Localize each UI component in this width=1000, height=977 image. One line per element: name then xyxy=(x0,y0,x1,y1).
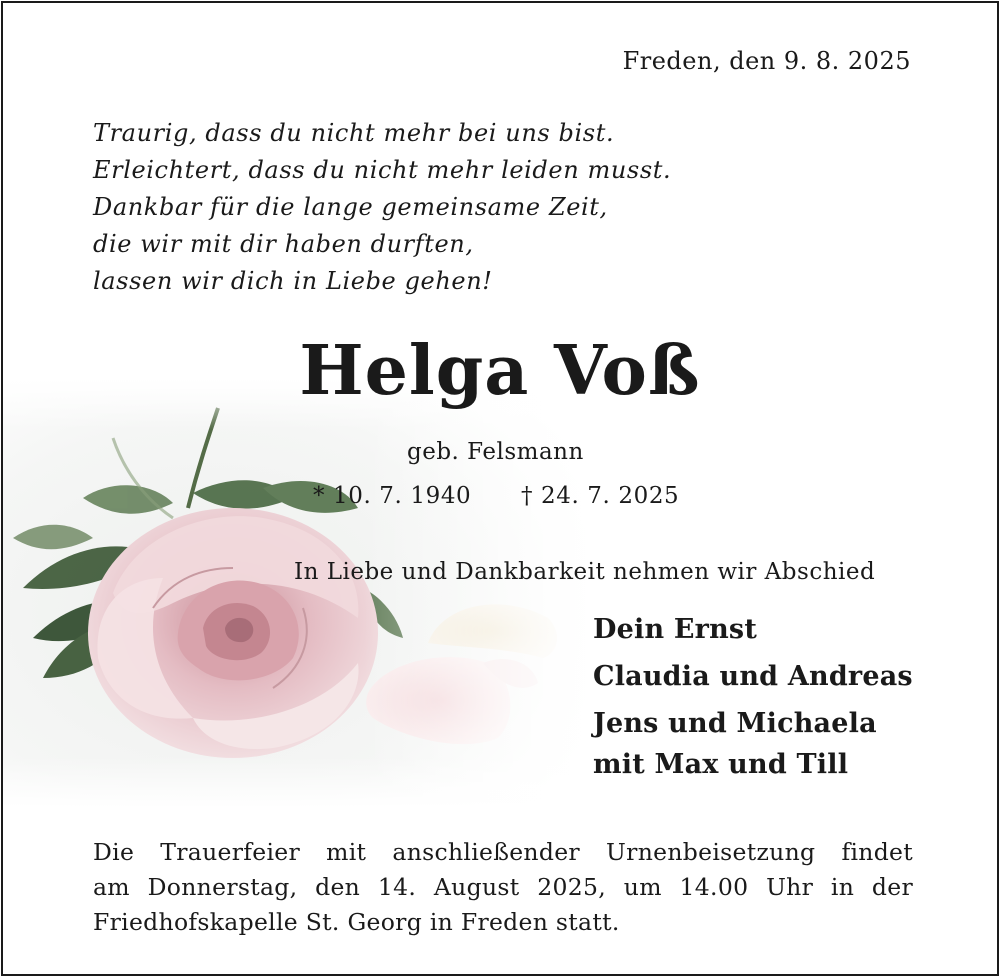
maiden-name: geb. Felsmann xyxy=(407,439,584,465)
service-line: Friedhofskapelle St. Georg in Freden statt. xyxy=(93,908,620,936)
poem-line: lassen wir dich in Liebe gehen! xyxy=(93,267,493,295)
poem xyxy=(93,115,671,300)
mourners-list xyxy=(593,606,913,788)
service-announcement xyxy=(93,835,913,940)
mourner: Claudia und Andreas xyxy=(593,661,913,692)
mourner: Dein Ernst xyxy=(593,614,757,645)
poem-line: Erleichtert, dass du nicht mehr leiden musst. xyxy=(93,156,672,184)
mourner: mit Max und Till xyxy=(593,749,849,780)
poem-line: die wir mit dir haben durften, xyxy=(93,230,474,258)
service-line: Die Trauerfeier mit anschließender Urnenbeisetzung findet xyxy=(93,838,913,866)
poem-line: Dankbar für die lange gemeinsame Zeit, xyxy=(93,193,608,221)
poem-line: Traurig, dass du nicht mehr bei uns bist. xyxy=(93,119,615,147)
farewell-text: In Liebe und Dankbarkeit nehmen wir Abschied xyxy=(294,559,876,585)
service-line: am Donnerstag, den 14. August 2025, um 14.00 Uhr in der xyxy=(93,873,913,901)
death-date: † 24. 7. 2025 xyxy=(521,483,680,509)
obituary-notice xyxy=(1,1,999,976)
birth-date: * 10. 7. 1940 xyxy=(313,483,472,509)
mourner: Jens und Michaela xyxy=(593,708,877,739)
deceased-name: Helga Voß xyxy=(299,331,701,411)
place-date: Freden, den 9. 8. 2025 xyxy=(622,47,911,75)
